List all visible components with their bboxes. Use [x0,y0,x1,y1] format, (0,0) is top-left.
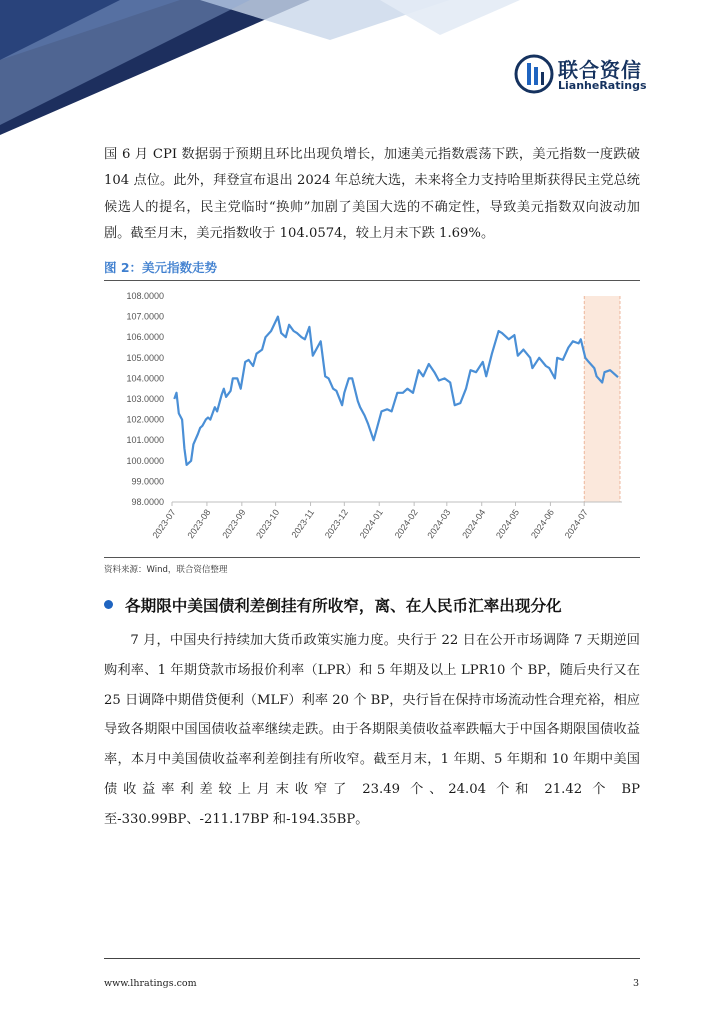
y-tick-label: 100.0000 [126,455,164,466]
usd-index-line [174,317,618,465]
x-tick-label: 2024-06 [528,507,557,541]
y-tick-label: 106.0000 [126,332,164,343]
page-number: 3 [633,978,640,989]
usd-index-chart [104,282,640,554]
body-paragraph-1: 国 6 月 CPI 数据弱于预期且环比出现负增长，加速美元指数震荡下跌，美元指数一度跌破 104 点位。此外，拜登宣布退出 2024 年总统大选，未来将全力支持哈里斯获得民主党总统候选人的提名，民主党临时“换帅”加剧了美国大选的不确定性，导致美元指数双向波动加剧。截至月末，美元指数收于 104.0574，较上月末下跌 1.69%。 [104,147,640,241]
figure-top-rule [104,280,640,281]
lianhe-logo [514,52,694,96]
x-tick-label: 2023-07 [150,507,178,541]
x-tick-label: 2024-07 [562,507,590,541]
x-tick-label: 2024-04 [460,507,488,541]
figure-source: 资料来源：Wind，联合资信整理 [104,565,228,575]
x-tick-label: 2023-08 [185,507,213,541]
footer-rule [104,958,640,959]
y-tick-label: 99.0000 [131,476,164,487]
body-paragraph-2: 7 月，中国央行持续加大货币政策实施力度。央行于 22 日在公开市场调降 7 天期逆回购利率、1 年期贷款市场报价利率（LPR）和 5 年期及以上 LPR10 个 BP，随后央行又在 25 日调降中期借贷便利（MLF）利率 20 个 BP，央行旨在保持市场流动性合理充裕，相应导致各期限中国国债收益率继续走跌。由于各期限美债收益率跌幅大于中国各期限国债收益率，本月中美国债收益率利差倒挂有所收窄。截至月末，1 年期、5 年期和 10 年期中美国债收益率利差较上月末收窄了 23.49 个、24.04 个和 21.42 个 BP 至-330.99BP、-211.17BP 和-194.35BP。 [104,633,640,827]
figure-title: 图 2：美元指数走势 [104,260,218,275]
y-tick-label: 102.0000 [126,414,164,425]
x-tick-label: 2023-09 [220,507,248,541]
x-tick-label: 2024-03 [425,507,453,541]
footer-url: www.lhratings.com [104,978,197,989]
logo-chinese-name: 联合资信 [558,58,642,82]
x-tick-label: 2024-05 [494,507,522,541]
bullet-icon [104,600,113,609]
y-tick-label: 107.0000 [126,311,164,322]
y-tick-label: 104.0000 [126,373,164,384]
y-tick-label: 105.0000 [126,352,164,363]
figure-bottom-rule [104,557,640,558]
x-tick-label: 2024-01 [357,507,385,541]
x-tick-label: 2024-02 [392,507,420,541]
y-tick-label: 108.0000 [126,291,164,301]
y-tick-label: 103.0000 [126,394,164,404]
highlight-band [584,296,620,502]
y-tick-label: 101.0000 [126,435,164,446]
lianhe-logo-icon [514,54,554,94]
y-tick-label: 98.0000 [131,497,164,507]
x-tick-label: 2023-12 [322,507,350,541]
section-heading [104,594,664,616]
x-tick-label: 2023-11 [289,507,317,540]
logo-english-name: LianheRatings [558,79,647,92]
x-tick-label: 2023-10 [254,507,282,541]
section-heading-text: 各期限中美国债利差倒挂有所收窄，离、在人民币汇率出现分化 [125,597,562,615]
